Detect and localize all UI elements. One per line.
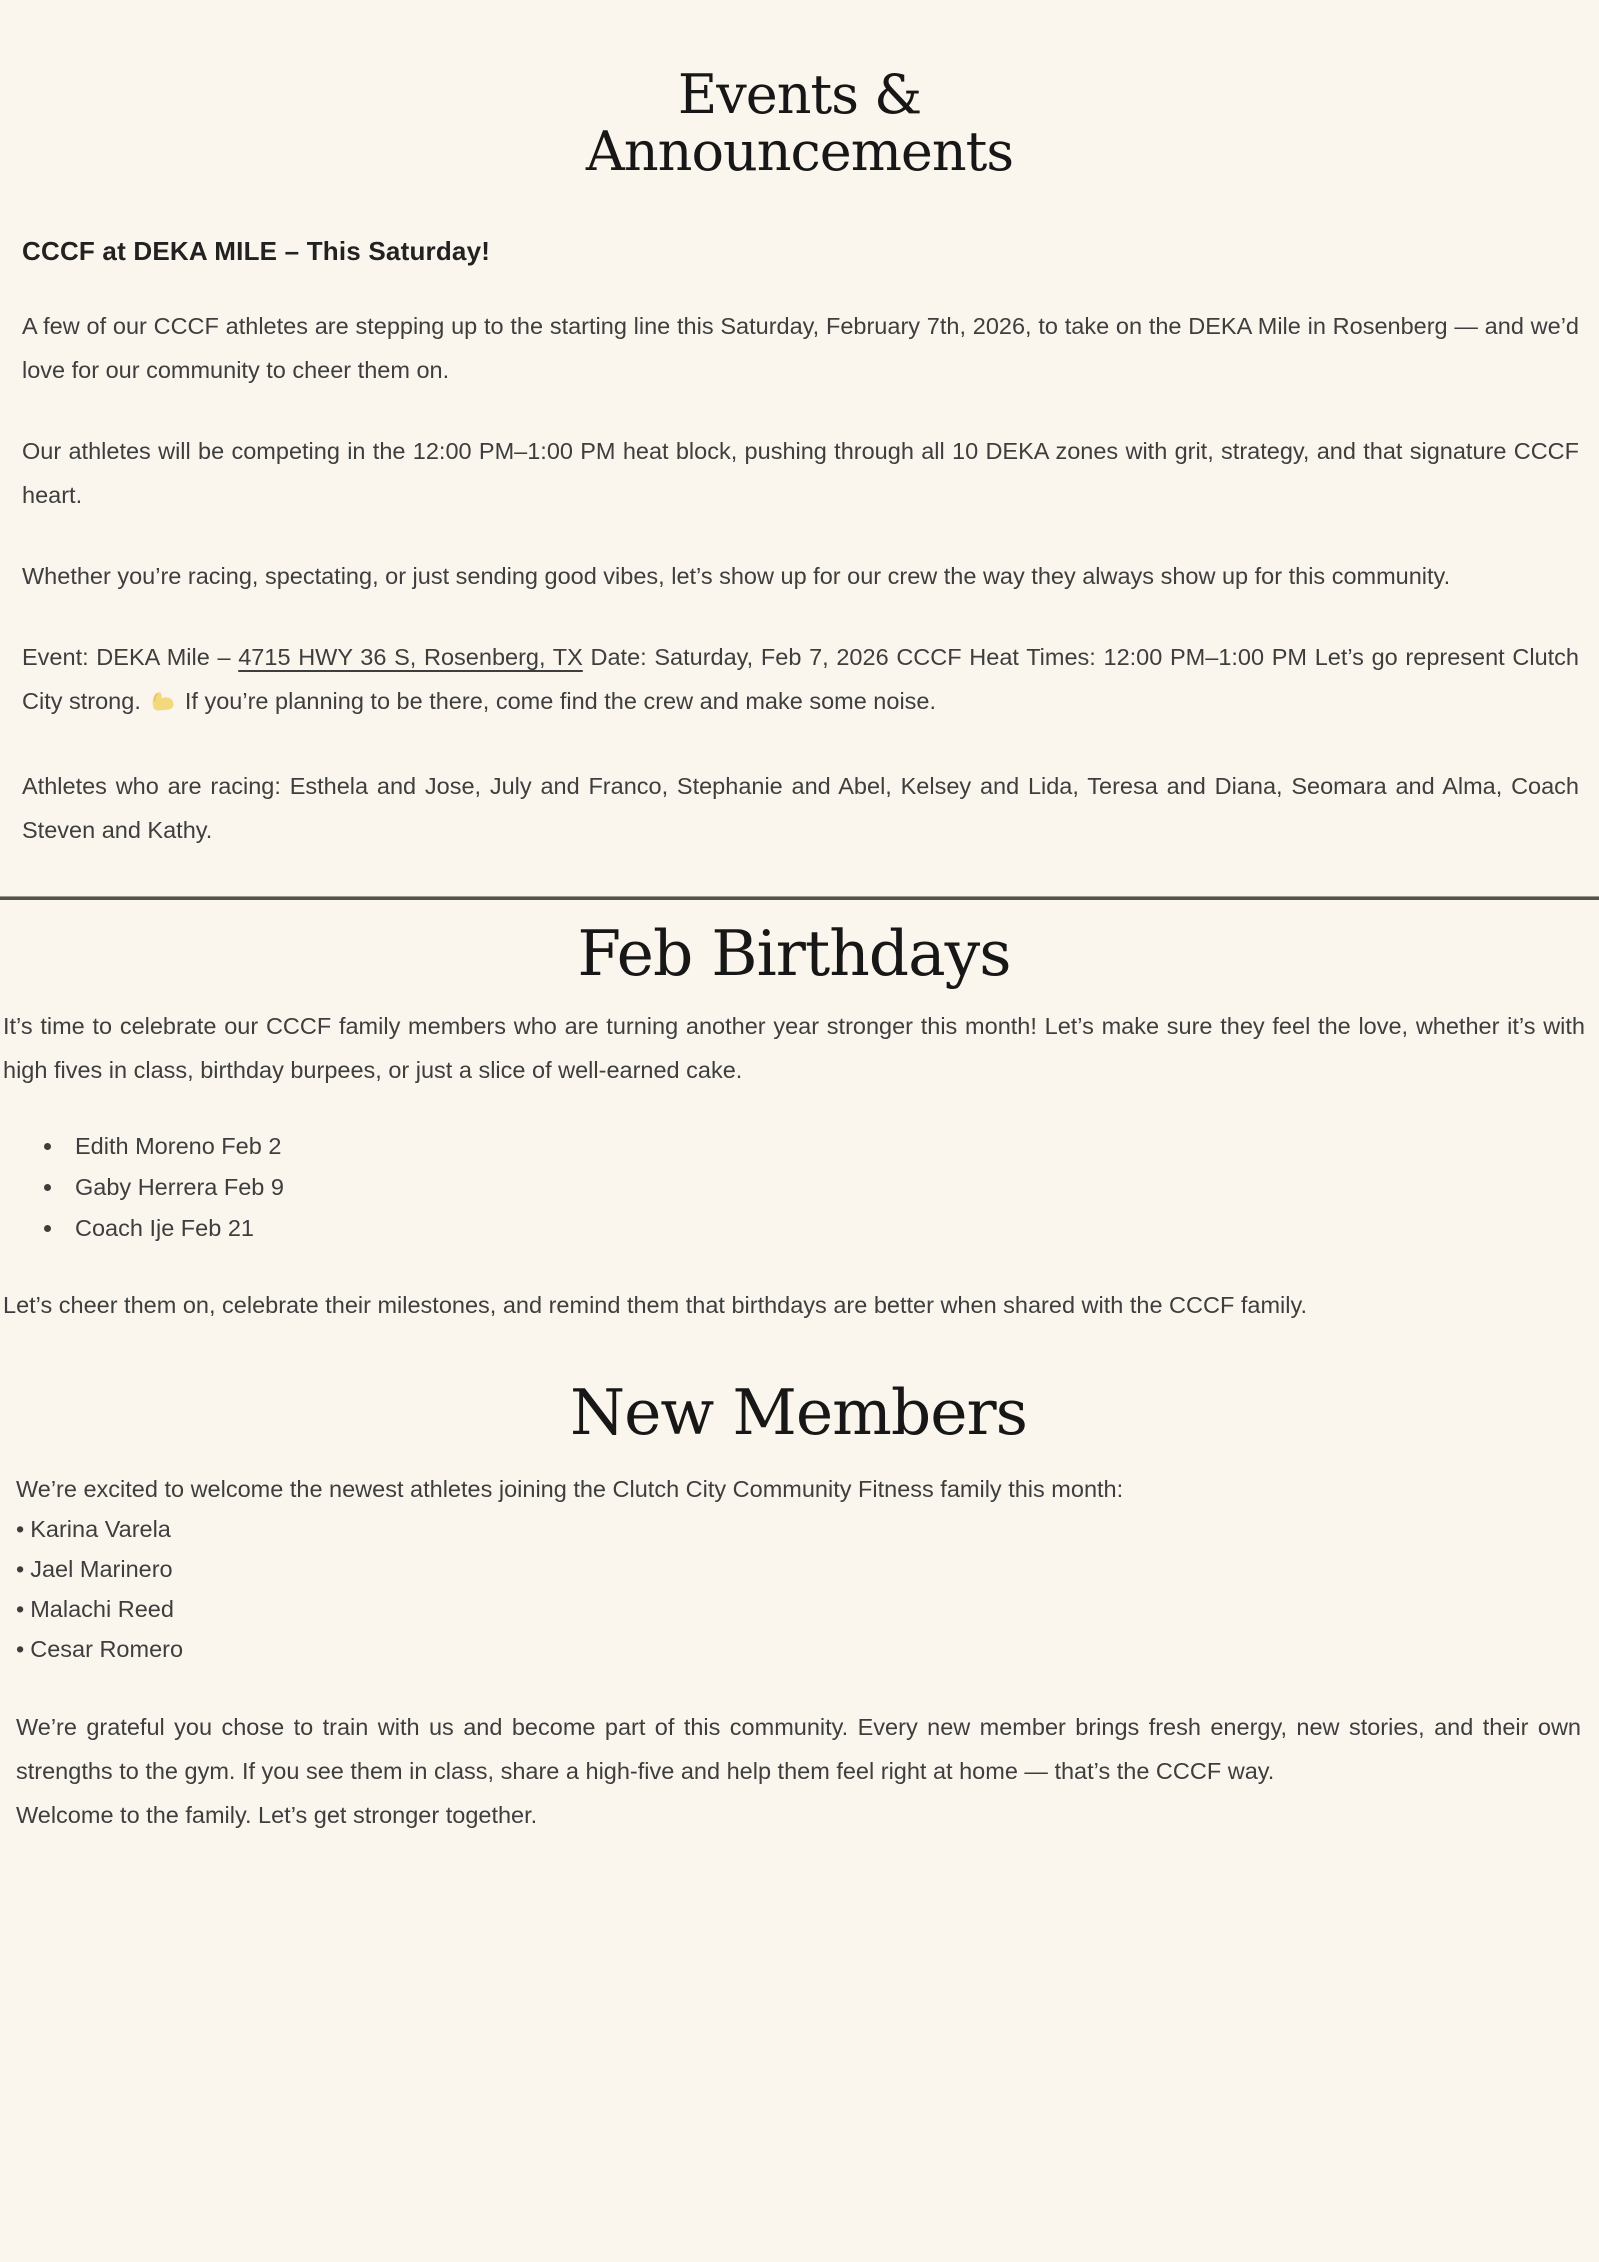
- bullet-glyph: •: [16, 1556, 25, 1582]
- birthdays-title: Feb Birthdays: [577, 917, 1011, 990]
- new-members-closing: Welcome to the family. Let’s get stronger together.: [16, 1802, 538, 1828]
- birthdays-outro: Let’s cheer them on, celebrate their milestones, and remind them that birthdays are better when shared with the CCCF family.: [3, 1292, 1308, 1318]
- page-title-line2: Announcements: [585, 120, 1014, 183]
- events-section: [0, 236, 1599, 852]
- events-paragraph-2: Our athletes will be competing in the 12:00 PM–1:00 PM heat block, pushing through all 10 DEKA zones with grit, strategy, and that signature CCCF heart.: [22, 438, 1579, 508]
- new-member-name: Karina Varela: [30, 1516, 171, 1542]
- events-headline: CCCF at DEKA MILE – This Saturday!: [22, 236, 491, 266]
- athletes-paragraph: Athletes who are racing: Esthela and Jose, July and Franco, Stephanie and Abel, Kelsey and Lida, Teresa and Diana, Seomara and Alma, Coach Steven and Kathy.: [22, 773, 1579, 843]
- event-details-suffix: If you’re planning to be there, come find the crew and make some noise.: [178, 688, 937, 714]
- birthday-list-item: • Coach Ije Feb 21: [65, 1208, 1585, 1249]
- bullet-glyph: •: [16, 1596, 25, 1622]
- page-title-line1: Events &: [677, 63, 922, 126]
- new-member-name: Malachi Reed: [30, 1596, 174, 1622]
- new-member-name: Jael Marinero: [30, 1556, 173, 1582]
- events-paragraph-1: A few of our CCCF athletes are stepping up to the starting line this Saturday, February 7th, 2026, to take on the DEKA Mile in Rosenberg — and we’d love for our community to cheer them on.: [22, 313, 1579, 383]
- event-details-middle: Date: Saturday, Feb 7, 2026 CCCF Heat Times: 12:00 PM–1:00 PM Let’s go represent Clutch City strong.: [22, 644, 1579, 714]
- new-member-line: [16, 1549, 1581, 1589]
- new-member-line: [16, 1629, 1581, 1669]
- birthday-list-item: • Gaby Herrera Feb 9: [65, 1167, 1585, 1208]
- birthday-list-item: • Edith Moreno Feb 2: [65, 1126, 1585, 1167]
- new-members-outro: We’re grateful you chose to train with us and become part of this community. Every new member brings fresh energy, new stories, and their own strengths to the gym. If you see them in class, share a high-five and help them feel right at home — that’s the CCCF way.: [16, 1714, 1581, 1784]
- new-member-name: Cesar Romero: [30, 1636, 184, 1662]
- new-members-section: [0, 1373, 1599, 1837]
- flexed-biceps-icon: [149, 683, 176, 727]
- birthdays-intro: It’s time to celebrate our CCCF family members who are turning another year stronger this month! Let’s make sure they feel the love, whether it’s with high fives in class, birthday burpees, or just a slice of well-earned cake.: [3, 1013, 1585, 1083]
- new-member-line: [16, 1589, 1581, 1629]
- birthdays-list: [3, 1126, 1585, 1249]
- page-title: [0, 0, 1599, 183]
- section-divider: [0, 896, 1599, 900]
- event-details-paragraph: [22, 635, 1579, 727]
- event-address-link[interactable]: 4715 HWY 36 S, Rosenberg, TX: [238, 644, 583, 670]
- new-member-line: [16, 1509, 1581, 1549]
- new-members-title: New Members: [570, 1376, 1027, 1449]
- bullet-glyph: •: [16, 1516, 25, 1542]
- event-details-prefix: Event: DEKA Mile –: [22, 644, 239, 670]
- birthdays-section: [0, 914, 1599, 1327]
- events-paragraph-3: Whether you’re racing, spectating, or just sending good vibes, let’s show up for our crew the way they always show up for this community.: [22, 563, 1451, 589]
- new-members-intro: We’re excited to welcome the newest athletes joining the Clutch City Community Fitness family this month:: [16, 1476, 1124, 1502]
- bullet-glyph: •: [16, 1636, 25, 1662]
